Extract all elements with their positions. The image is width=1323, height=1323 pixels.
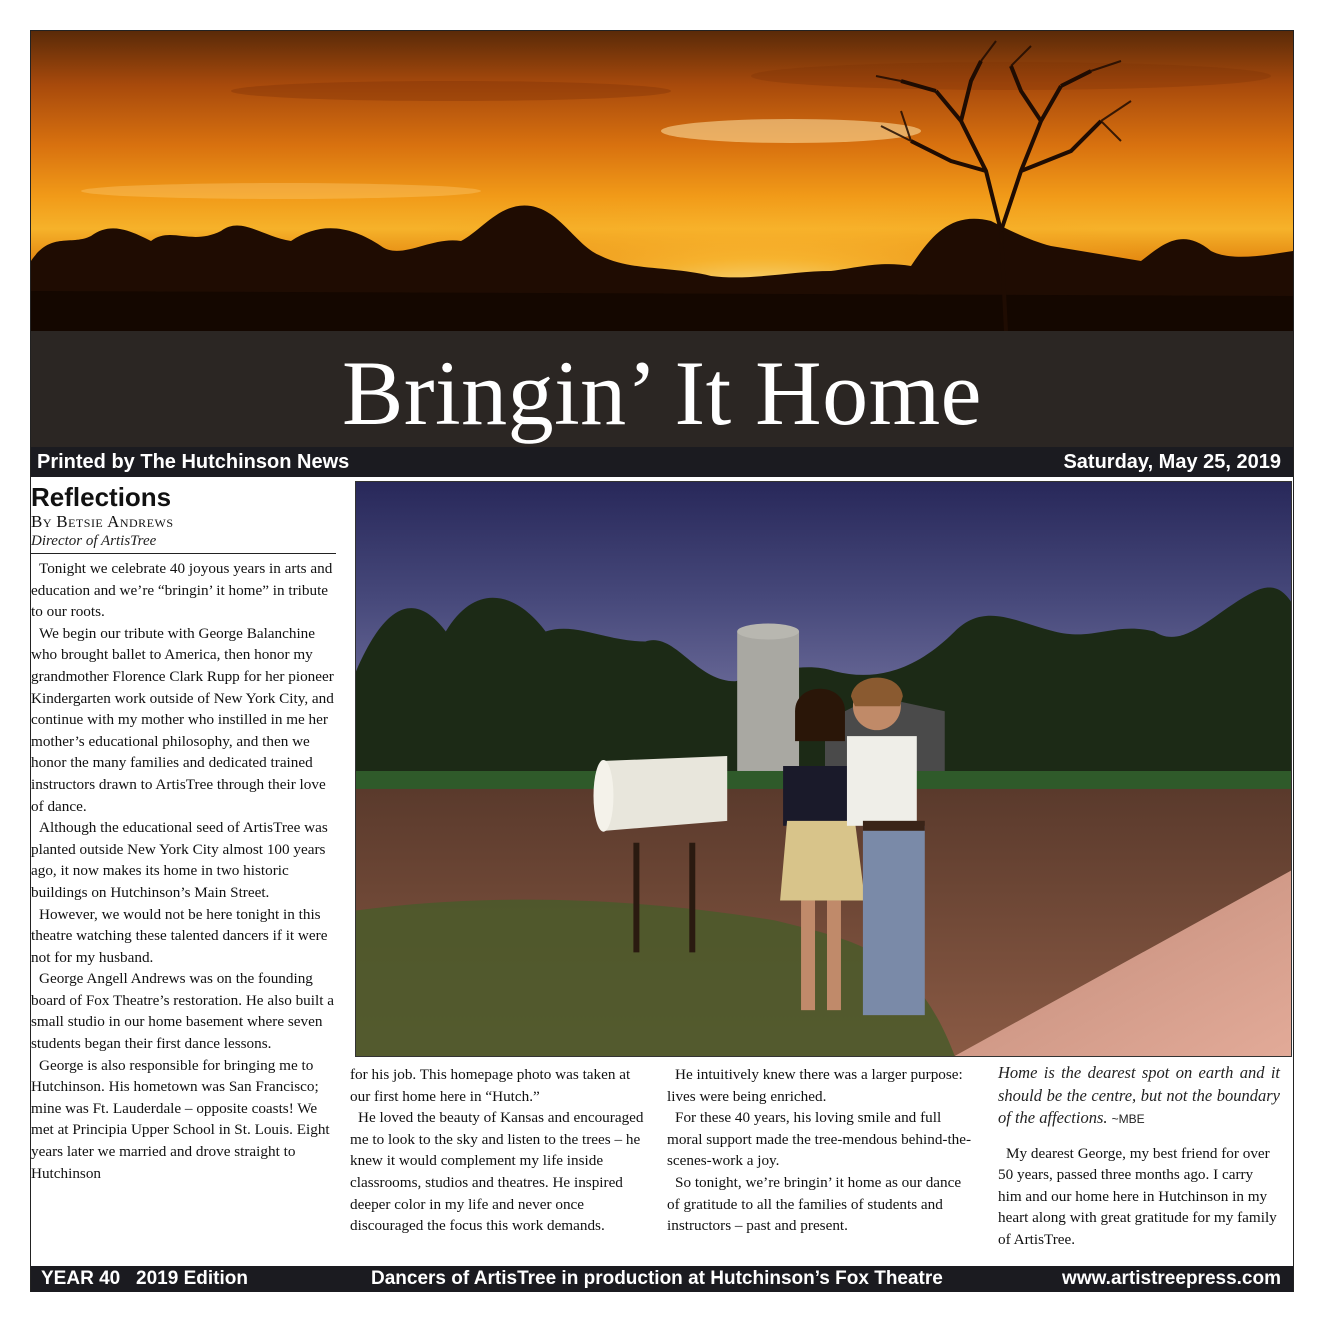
closing-paragraph-block: [998, 1143, 1280, 1251]
paragraph: He intuitively knew there was a larger purpose: lives were being enriched.: [667, 1066, 963, 1105]
article-column-1: [31, 558, 336, 1184]
masthead-title: Bringin’ It Home: [342, 342, 982, 444]
paragraph: We begin our tribute with George Balanchine who brought ballet to America, then honor my grandmother Florence Clark Rupp for her pioneer Kindergarten work outside of New York City, and continue with my mother who instilled in me her mother’s educational philosophy, and then we honor the many families and dedicated trained instructors drawn to ArtisTree through their love of dance.: [31, 624, 334, 815]
edition-label: YEAR 40 2019 Edition: [41, 1268, 248, 1289]
article-left-column: [31, 482, 336, 1184]
paragraph: for his job. This homepage photo was taken at our first home here in “Hutch.”: [350, 1066, 631, 1105]
byline: [31, 512, 336, 532]
sunset-photo: [31, 31, 1293, 331]
author-role: Director of ArtisTree: [31, 533, 157, 549]
pull-quote: [998, 1062, 1280, 1131]
sunset-illustration: [31, 31, 1293, 331]
masthead: [31, 331, 1293, 447]
paragraph: George is also responsible for bringing me to Hutchinson. His hometown was San Francisco; mine was Ft. Lauderdale – opposite coasts! We met at Principia Upper School in St. Louis. Eight years later we married and drove straight to Hutchinson: [31, 1056, 330, 1182]
quote-text: Home is the dearest spot on earth and it should be the centre, but not the boundary of the affections.: [998, 1063, 1280, 1127]
quote-attribution: ~MBE: [1111, 1112, 1145, 1126]
dateline-bar: [31, 447, 1293, 477]
footer-bar: [31, 1266, 1293, 1292]
paragraph: My dearest George, my best friend for over 50 years, passed three months ago. I carry him and our home here in Hutchinson in my heart along with great gratitude for my family of ArtisTree.: [998, 1144, 1277, 1248]
article-column-3: [667, 1064, 972, 1237]
couple-photo: [355, 481, 1292, 1057]
paragraph: For these 40 years, his loving smile and full moral support made the tree-mendous behind-the-scenes-work a joy.: [667, 1109, 972, 1170]
paragraph: George Angell Andrews was on the founding board of Fox Theatre’s restoration. He also built a small studio in our home basement where seven students began their first dance lessons.: [31, 970, 334, 1053]
footer-caption: Dancers of ArtisTree in production at Hutchinson’s Fox Theatre: [371, 1268, 943, 1289]
printed-by: Printed by The Hutchinson News: [37, 450, 350, 473]
article-column-2: [350, 1064, 645, 1237]
paragraph: Tonight we celebrate 40 joyous years in arts and education and we’re “bringin’ it home” in tribute to our roots.: [31, 560, 333, 621]
paragraph: So tonight, we’re bringin’ it home as our dance of gratitude to all the families of students and instructors – past and present.: [667, 1173, 962, 1235]
website-link[interactable]: www.artistreepress.com: [1062, 1268, 1281, 1289]
section-title: Reflections: [31, 482, 172, 512]
divider: [31, 553, 336, 554]
couple-illustration: [356, 482, 1291, 1056]
article-column-4: [998, 1062, 1280, 1250]
issue-date: Saturday, May 25, 2019: [1063, 450, 1281, 473]
paragraph: Although the educational seed of ArtisTree was planted outside New York City almost 100 years ago, it now makes its home in two historic buildings on Hutchinson’s Main Street.: [31, 819, 328, 901]
byline-prefix: By: [31, 512, 53, 531]
author-name: Betsie Andrews: [56, 512, 174, 531]
paragraph: However, we would not be here tonight in this theatre watching these talented dancers if it were not for my husband.: [31, 905, 328, 966]
paragraph: He loved the beauty of Kansas and encouraged me to look to the sky and listen to the trees – he knew it would complement my life inside classrooms, studios and theatres. He inspired deeper color in my life and never once discouraged the focus this work demands.: [350, 1109, 644, 1235]
